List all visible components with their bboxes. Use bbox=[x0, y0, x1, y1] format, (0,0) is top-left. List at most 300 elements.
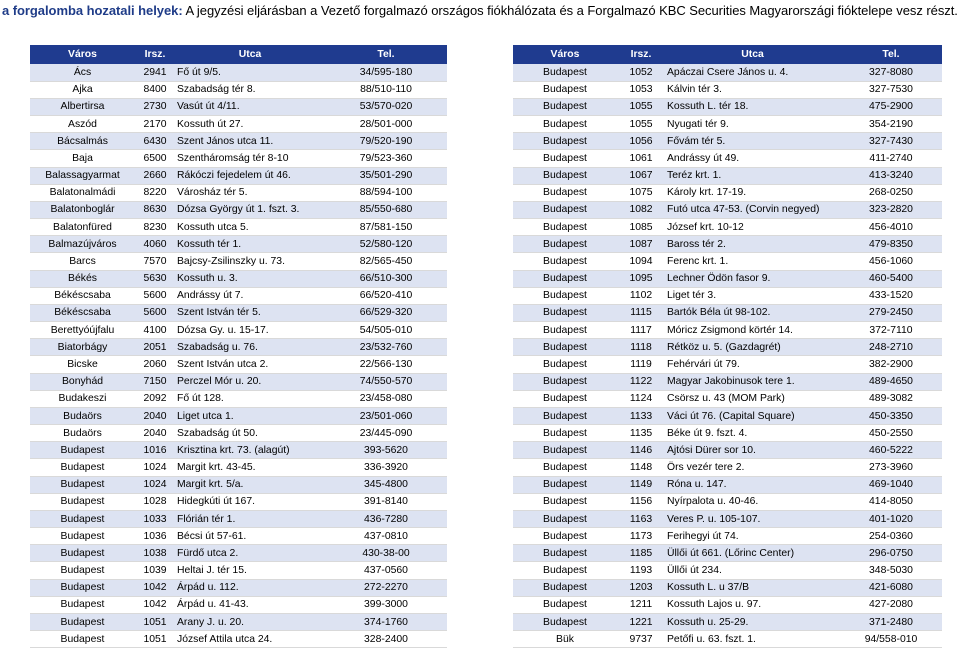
header-zip: Irsz. bbox=[135, 45, 175, 64]
zip-cell: 1146 bbox=[617, 442, 665, 459]
street-cell: Teréz krt. 1. bbox=[665, 167, 840, 184]
zip-cell: 1056 bbox=[617, 133, 665, 150]
phone-cell: 34/595-180 bbox=[325, 64, 447, 81]
zip-cell: 8230 bbox=[135, 219, 175, 236]
table-row bbox=[30, 253, 447, 270]
zip-cell: 1024 bbox=[135, 459, 175, 476]
city-cell: Budapest bbox=[513, 425, 617, 442]
street-cell: Perczel Mór u. 20. bbox=[175, 373, 325, 390]
table-row bbox=[30, 373, 447, 390]
city-cell: Budakeszi bbox=[30, 390, 135, 407]
zip-cell: 1135 bbox=[617, 425, 665, 442]
city-cell: Budapest bbox=[513, 81, 617, 98]
phone-cell: 88/594-100 bbox=[325, 184, 447, 201]
zip-cell: 2092 bbox=[135, 390, 175, 407]
table-row bbox=[30, 545, 447, 562]
table-row bbox=[513, 98, 942, 115]
city-cell: Békéscsaba bbox=[30, 287, 135, 304]
zip-cell: 1094 bbox=[617, 253, 665, 270]
phone-cell: 391-8140 bbox=[325, 493, 447, 510]
street-cell: Nyugati tér 9. bbox=[665, 116, 840, 133]
street-cell: Városház tér 5. bbox=[175, 184, 325, 201]
phone-cell: 52/580-120 bbox=[325, 236, 447, 253]
zip-cell: 1193 bbox=[617, 562, 665, 579]
phone-cell: 327-8080 bbox=[840, 64, 942, 81]
table-row bbox=[513, 562, 942, 579]
table-row bbox=[30, 407, 447, 424]
street-cell: Ferihegyi út 74. bbox=[665, 528, 840, 545]
street-cell: Károly krt. 17-19. bbox=[665, 184, 840, 201]
city-cell: Balatonboglár bbox=[30, 201, 135, 218]
zip-cell: 1061 bbox=[617, 150, 665, 167]
table-row bbox=[30, 425, 447, 442]
city-cell: Budapest bbox=[30, 596, 135, 613]
phone-cell: 85/550-680 bbox=[325, 201, 447, 218]
table-row bbox=[30, 614, 447, 631]
phone-cell: 82/565-450 bbox=[325, 253, 447, 270]
city-cell: Budapest bbox=[30, 614, 135, 631]
city-cell: Budapest bbox=[513, 356, 617, 373]
city-cell: Budapest bbox=[513, 184, 617, 201]
street-cell: Üllői út 661. (Lőrinc Center) bbox=[665, 545, 840, 562]
street-cell: Szent János utca 11. bbox=[175, 133, 325, 150]
city-cell: Budapest bbox=[513, 545, 617, 562]
table-row bbox=[513, 287, 942, 304]
city-cell: Bicske bbox=[30, 356, 135, 373]
phone-cell: 54/505-010 bbox=[325, 322, 447, 339]
street-cell: Kossuth Lajos u. 97. bbox=[665, 596, 840, 613]
intro-text: A jegyzési eljárásban a Vezető forgalmazó országos fiókhálózata és a Forgalmazó KBC Securities Magyarországi fióktelepe vesz részt. bbox=[182, 3, 958, 18]
phone-cell: 66/520-410 bbox=[325, 287, 447, 304]
street-cell: Kossuth L. u 37/B bbox=[665, 579, 840, 596]
zip-cell: 1115 bbox=[617, 304, 665, 321]
street-cell: Vasút út 4/11. bbox=[175, 98, 325, 115]
phone-cell: 460-5400 bbox=[840, 270, 942, 287]
city-cell: Bácsalmás bbox=[30, 133, 135, 150]
zip-cell: 2040 bbox=[135, 425, 175, 442]
phone-cell: 254-0360 bbox=[840, 528, 942, 545]
street-cell: Szentháromság tér 8-10 bbox=[175, 150, 325, 167]
table-row bbox=[513, 201, 942, 218]
table-row bbox=[513, 407, 942, 424]
phone-cell: 427-2080 bbox=[840, 596, 942, 613]
city-cell: Budapest bbox=[513, 253, 617, 270]
city-cell: Balassagyarmat bbox=[30, 167, 135, 184]
zip-cell: 1036 bbox=[135, 528, 175, 545]
street-cell: Szabadság u. 76. bbox=[175, 339, 325, 356]
phone-cell: 28/501-000 bbox=[325, 116, 447, 133]
city-cell: Budapest bbox=[513, 579, 617, 596]
city-cell: Budapest bbox=[513, 322, 617, 339]
table-row bbox=[513, 236, 942, 253]
street-cell: Róna u. 147. bbox=[665, 476, 840, 493]
zip-cell: 1082 bbox=[617, 201, 665, 218]
street-cell: Krisztina krt. 73. (alagút) bbox=[175, 442, 325, 459]
zip-cell: 1052 bbox=[617, 64, 665, 81]
zip-cell: 7150 bbox=[135, 373, 175, 390]
phone-cell: 393-5620 bbox=[325, 442, 447, 459]
city-cell: Baja bbox=[30, 150, 135, 167]
table-row bbox=[30, 98, 447, 115]
table-row bbox=[30, 442, 447, 459]
city-cell: Budapest bbox=[513, 373, 617, 390]
zip-cell: 2660 bbox=[135, 167, 175, 184]
city-cell: Budapest bbox=[30, 442, 135, 459]
phone-cell: 450-2550 bbox=[840, 425, 942, 442]
table-row bbox=[513, 596, 942, 613]
street-cell: Baross tér 2. bbox=[665, 236, 840, 253]
city-cell: Budapest bbox=[513, 64, 617, 81]
phone-cell: 248-2710 bbox=[840, 339, 942, 356]
phone-cell: 456-1060 bbox=[840, 253, 942, 270]
phone-cell: 273-3960 bbox=[840, 459, 942, 476]
phone-cell: 88/510-110 bbox=[325, 81, 447, 98]
phone-cell: 371-2480 bbox=[840, 614, 942, 631]
street-cell: Liget utca 1. bbox=[175, 407, 325, 424]
street-cell: Bécsi út 57-61. bbox=[175, 528, 325, 545]
phone-cell: 23/532-760 bbox=[325, 339, 447, 356]
city-cell: Biatorbágy bbox=[30, 339, 135, 356]
branch-table-left bbox=[30, 45, 447, 648]
city-cell: Budapest bbox=[513, 304, 617, 321]
table-row bbox=[513, 184, 942, 201]
phone-cell: 79/520-190 bbox=[325, 133, 447, 150]
city-cell: Ajka bbox=[30, 81, 135, 98]
city-cell: Budapest bbox=[513, 614, 617, 631]
header-phone: Tel. bbox=[840, 45, 942, 64]
header-street: Utca bbox=[665, 45, 840, 64]
zip-cell: 1042 bbox=[135, 596, 175, 613]
phone-cell: 460-5222 bbox=[840, 442, 942, 459]
zip-cell: 1117 bbox=[617, 322, 665, 339]
phone-cell: 372-7110 bbox=[840, 322, 942, 339]
city-cell: Budaörs bbox=[30, 425, 135, 442]
phone-cell: 489-3082 bbox=[840, 390, 942, 407]
street-cell: Bartók Béla út 98-102. bbox=[665, 304, 840, 321]
table-row bbox=[513, 614, 942, 631]
city-cell: Budaörs bbox=[30, 407, 135, 424]
street-cell: Kossuth u. 3. bbox=[175, 270, 325, 287]
table-row bbox=[513, 631, 942, 648]
zip-cell: 1016 bbox=[135, 442, 175, 459]
city-cell: Barcs bbox=[30, 253, 135, 270]
table-row bbox=[30, 133, 447, 150]
street-cell: Móricz Zsigmond körtér 14. bbox=[665, 322, 840, 339]
phone-cell: 279-2450 bbox=[840, 304, 942, 321]
city-cell: Budapest bbox=[30, 579, 135, 596]
street-cell: Futó utca 47-53. (Corvin negyed) bbox=[665, 201, 840, 218]
street-cell: Magyar Jakobinusok tere 1. bbox=[665, 373, 840, 390]
street-cell: Fővám tér 5. bbox=[665, 133, 840, 150]
city-cell: Budapest bbox=[30, 528, 135, 545]
city-cell: Budapest bbox=[513, 201, 617, 218]
zip-cell: 1085 bbox=[617, 219, 665, 236]
table-row bbox=[513, 545, 942, 562]
street-cell: Fő út 128. bbox=[175, 390, 325, 407]
phone-cell: 450-3350 bbox=[840, 407, 942, 424]
phone-cell: 374-1760 bbox=[325, 614, 447, 631]
table-row bbox=[30, 322, 447, 339]
zip-cell: 5600 bbox=[135, 304, 175, 321]
city-cell: Budapest bbox=[513, 476, 617, 493]
phone-cell: 336-3920 bbox=[325, 459, 447, 476]
zip-cell: 1042 bbox=[135, 579, 175, 596]
city-cell: Budapest bbox=[513, 116, 617, 133]
table-row bbox=[30, 201, 447, 218]
zip-cell: 1211 bbox=[617, 596, 665, 613]
header-city: Város bbox=[513, 45, 617, 64]
street-cell: Liget tér 3. bbox=[665, 287, 840, 304]
zip-cell: 1203 bbox=[617, 579, 665, 596]
table-row bbox=[30, 339, 447, 356]
phone-cell: 345-4800 bbox=[325, 476, 447, 493]
street-cell: Rákóczi fejedelem út 46. bbox=[175, 167, 325, 184]
table-row bbox=[513, 425, 942, 442]
table-row bbox=[513, 133, 942, 150]
street-cell: Margit krt. 5/a. bbox=[175, 476, 325, 493]
street-cell: Ferenc krt. 1. bbox=[665, 253, 840, 270]
street-cell: Béke út 9. fszt. 4. bbox=[665, 425, 840, 442]
table-row bbox=[30, 236, 447, 253]
city-cell: Budapest bbox=[513, 287, 617, 304]
table-body-left bbox=[30, 64, 447, 648]
zip-cell: 1133 bbox=[617, 407, 665, 424]
street-cell: Heltai J. tér 15. bbox=[175, 562, 325, 579]
table-row bbox=[513, 253, 942, 270]
phone-cell: 79/523-360 bbox=[325, 150, 447, 167]
city-cell: Budapest bbox=[513, 510, 617, 527]
phone-cell: 35/501-290 bbox=[325, 167, 447, 184]
street-cell: Kossuth tér 1. bbox=[175, 236, 325, 253]
zip-cell: 1055 bbox=[617, 116, 665, 133]
zip-cell: 1051 bbox=[135, 614, 175, 631]
table-row bbox=[513, 390, 942, 407]
table-row bbox=[513, 442, 942, 459]
street-cell: Lechner Ödön fasor 9. bbox=[665, 270, 840, 287]
zip-cell: 1051 bbox=[135, 631, 175, 648]
table-row bbox=[30, 356, 447, 373]
zip-cell: 4060 bbox=[135, 236, 175, 253]
city-cell: Budapest bbox=[30, 459, 135, 476]
phone-cell: 327-7530 bbox=[840, 81, 942, 98]
street-cell: Fürdő utca 2. bbox=[175, 545, 325, 562]
phone-cell: 433-1520 bbox=[840, 287, 942, 304]
street-cell: Apáczai Csere János u. 4. bbox=[665, 64, 840, 81]
street-cell: Fehérvári út 79. bbox=[665, 356, 840, 373]
table-row bbox=[513, 459, 942, 476]
phone-cell: 413-3240 bbox=[840, 167, 942, 184]
table-row bbox=[513, 167, 942, 184]
street-cell: Kossuth u. 25-29. bbox=[665, 614, 840, 631]
phone-cell: 74/550-570 bbox=[325, 373, 447, 390]
zip-cell: 1185 bbox=[617, 545, 665, 562]
phone-cell: 489-4650 bbox=[840, 373, 942, 390]
table-row bbox=[30, 270, 447, 287]
table-row bbox=[30, 167, 447, 184]
zip-cell: 1033 bbox=[135, 510, 175, 527]
city-cell: Békés bbox=[30, 270, 135, 287]
intro-paragraph bbox=[2, 2, 960, 19]
city-cell: Budapest bbox=[513, 150, 617, 167]
city-cell: Budapest bbox=[513, 528, 617, 545]
table-row bbox=[30, 390, 447, 407]
zip-cell: 1067 bbox=[617, 167, 665, 184]
zip-cell: 2730 bbox=[135, 98, 175, 115]
phone-cell: 53/570-020 bbox=[325, 98, 447, 115]
street-cell: Kossuth L. tér 18. bbox=[665, 98, 840, 115]
table-row bbox=[30, 562, 447, 579]
city-cell: Budapest bbox=[30, 631, 135, 648]
phone-cell: 268-0250 bbox=[840, 184, 942, 201]
city-cell: Bonyhád bbox=[30, 373, 135, 390]
city-cell: Budapest bbox=[513, 219, 617, 236]
table-row bbox=[513, 579, 942, 596]
phone-cell: 414-8050 bbox=[840, 493, 942, 510]
city-cell: Berettyóújfalu bbox=[30, 322, 135, 339]
table-row bbox=[513, 493, 942, 510]
street-cell: Andrássy út 49. bbox=[665, 150, 840, 167]
table-header-row bbox=[513, 45, 942, 64]
zip-cell: 6500 bbox=[135, 150, 175, 167]
phone-cell: 22/566-130 bbox=[325, 356, 447, 373]
street-cell: Örs vezér tere 2. bbox=[665, 459, 840, 476]
phone-cell: 399-3000 bbox=[325, 596, 447, 613]
table-row bbox=[30, 219, 447, 236]
city-cell: Budapest bbox=[30, 510, 135, 527]
phone-cell: 437-0810 bbox=[325, 528, 447, 545]
city-cell: Budapest bbox=[513, 562, 617, 579]
city-cell: Budapest bbox=[513, 442, 617, 459]
zip-cell: 1149 bbox=[617, 476, 665, 493]
phone-cell: 66/529-320 bbox=[325, 304, 447, 321]
table-row bbox=[30, 459, 447, 476]
phone-cell: 469-1040 bbox=[840, 476, 942, 493]
phone-cell: 401-1020 bbox=[840, 510, 942, 527]
city-cell: Budapest bbox=[513, 493, 617, 510]
phone-cell: 354-2190 bbox=[840, 116, 942, 133]
city-cell: Ács bbox=[30, 64, 135, 81]
table-row bbox=[30, 510, 447, 527]
phone-cell: 23/445-090 bbox=[325, 425, 447, 442]
zip-cell: 2170 bbox=[135, 116, 175, 133]
city-cell: Budapest bbox=[513, 236, 617, 253]
city-cell: Békéscsaba bbox=[30, 304, 135, 321]
phone-cell: 23/501-060 bbox=[325, 407, 447, 424]
phone-cell: 66/510-300 bbox=[325, 270, 447, 287]
city-cell: Budapest bbox=[30, 493, 135, 510]
city-cell: Albertirsa bbox=[30, 98, 135, 115]
phone-cell: 479-8350 bbox=[840, 236, 942, 253]
table-row bbox=[30, 116, 447, 133]
city-cell: Balatonfüred bbox=[30, 219, 135, 236]
phone-cell: 382-2900 bbox=[840, 356, 942, 373]
street-cell: Bajcsy-Zsilinszky u. 73. bbox=[175, 253, 325, 270]
city-cell: Balatonalmádi bbox=[30, 184, 135, 201]
intro-lead: a forgalomba hozatali helyek: bbox=[2, 3, 183, 18]
phone-cell: 23/458-080 bbox=[325, 390, 447, 407]
phone-cell: 296-0750 bbox=[840, 545, 942, 562]
zip-cell: 1038 bbox=[135, 545, 175, 562]
header-zip: Irsz. bbox=[617, 45, 665, 64]
zip-cell: 1039 bbox=[135, 562, 175, 579]
city-cell: Bük bbox=[513, 631, 617, 648]
header-street: Utca bbox=[175, 45, 325, 64]
phone-cell: 456-4010 bbox=[840, 219, 942, 236]
phone-cell: 328-2400 bbox=[325, 631, 447, 648]
street-cell: Margit krt. 43-45. bbox=[175, 459, 325, 476]
street-cell: Szabadság út 50. bbox=[175, 425, 325, 442]
zip-cell: 1119 bbox=[617, 356, 665, 373]
street-cell: Szent István tér 5. bbox=[175, 304, 325, 321]
table-row bbox=[513, 356, 942, 373]
zip-cell: 2060 bbox=[135, 356, 175, 373]
city-cell: Budapest bbox=[513, 339, 617, 356]
table-row bbox=[513, 476, 942, 493]
phone-cell: 475-2900 bbox=[840, 98, 942, 115]
table-row bbox=[30, 596, 447, 613]
zip-cell: 1148 bbox=[617, 459, 665, 476]
table-row bbox=[30, 184, 447, 201]
city-cell: Budapest bbox=[30, 562, 135, 579]
zip-cell: 4100 bbox=[135, 322, 175, 339]
phone-cell: 411-2740 bbox=[840, 150, 942, 167]
table-row bbox=[513, 64, 942, 81]
table-row bbox=[513, 150, 942, 167]
table-row bbox=[513, 528, 942, 545]
street-cell: Hidegkúti út 167. bbox=[175, 493, 325, 510]
zip-cell: 1122 bbox=[617, 373, 665, 390]
table-row bbox=[30, 631, 447, 648]
table-row bbox=[513, 373, 942, 390]
city-cell: Budapest bbox=[513, 596, 617, 613]
street-cell: Dózsa Gy. u. 15-17. bbox=[175, 322, 325, 339]
table-row bbox=[30, 64, 447, 81]
street-cell: Kálvin tér 3. bbox=[665, 81, 840, 98]
table-row bbox=[30, 579, 447, 596]
zip-cell: 1102 bbox=[617, 287, 665, 304]
zip-cell: 1055 bbox=[617, 98, 665, 115]
street-cell: Üllői út 234. bbox=[665, 562, 840, 579]
zip-cell: 8630 bbox=[135, 201, 175, 218]
zip-cell: 2040 bbox=[135, 407, 175, 424]
city-cell: Budapest bbox=[513, 270, 617, 287]
table-row bbox=[513, 270, 942, 287]
zip-cell: 2051 bbox=[135, 339, 175, 356]
street-cell: Dózsa György út 1. fszt. 3. bbox=[175, 201, 325, 218]
street-cell: Csörsz u. 43 (MOM Park) bbox=[665, 390, 840, 407]
table-row bbox=[30, 81, 447, 98]
street-cell: Nyírpalota u. 40-46. bbox=[665, 493, 840, 510]
zip-cell: 1095 bbox=[617, 270, 665, 287]
table-row bbox=[30, 493, 447, 510]
table-row bbox=[513, 304, 942, 321]
city-cell: Budapest bbox=[513, 407, 617, 424]
city-cell: Aszód bbox=[30, 116, 135, 133]
zip-cell: 5600 bbox=[135, 287, 175, 304]
branch-table-right bbox=[513, 45, 942, 648]
phone-cell: 430-38-00 bbox=[325, 545, 447, 562]
city-cell: Budapest bbox=[30, 476, 135, 493]
phone-cell: 327-7430 bbox=[840, 133, 942, 150]
phone-cell: 436-7280 bbox=[325, 510, 447, 527]
zip-cell: 1221 bbox=[617, 614, 665, 631]
city-cell: Budapest bbox=[513, 98, 617, 115]
street-cell: Árpád u. 41-43. bbox=[175, 596, 325, 613]
table-row bbox=[513, 322, 942, 339]
street-cell: Andrássy út 7. bbox=[175, 287, 325, 304]
street-cell: Ajtósi Dürer sor 10. bbox=[665, 442, 840, 459]
zip-cell: 9737 bbox=[617, 631, 665, 648]
